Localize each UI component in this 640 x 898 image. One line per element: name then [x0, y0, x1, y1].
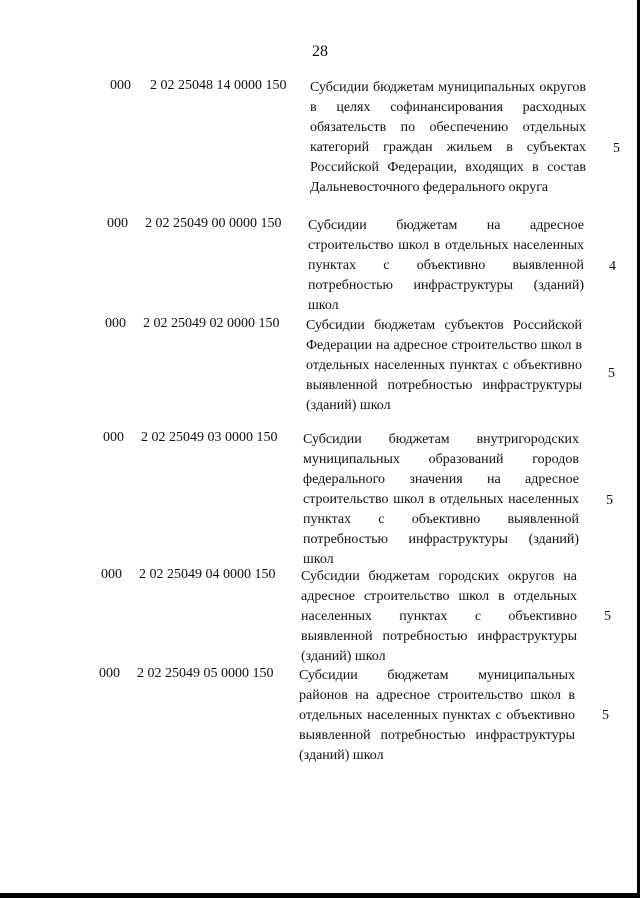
scan-border-bottom [0, 893, 640, 898]
income-name: Субсидии бюджетам городских округов на адресное строительство школ в отдельных населенных пунктах с объективно выявленной потребностью инфраструктуры (зданий) школ [301, 569, 577, 664]
classification-code: 2 02 25049 04 0000 150 [139, 567, 276, 582]
admin-code: 000 [110, 78, 131, 93]
admin-code: 000 [101, 567, 122, 582]
income-name: Субсидии бюджетам внутригородских муниципальных образований городов федерального значения на адресное строительство школ в отдельных населенных пунктах с объективно выявленной потребностью инфраструктуры (зданий) школ [303, 432, 579, 567]
classification-code: 2 02 25049 05 0000 150 [137, 666, 274, 681]
admin-code: 000 [99, 666, 120, 681]
classification-code: 2 02 25049 02 0000 150 [143, 316, 280, 331]
row-value: 5 [602, 708, 609, 723]
classification-code: 2 02 25048 14 0000 150 [150, 78, 287, 93]
page-number: 28 [312, 43, 328, 60]
row-value: 5 [606, 493, 613, 508]
row-value: 5 [613, 141, 620, 156]
row-value: 4 [609, 259, 616, 274]
admin-code: 000 [107, 216, 128, 231]
admin-code: 000 [105, 316, 126, 331]
row-value: 5 [604, 609, 611, 624]
classification-code: 2 02 25049 00 0000 150 [145, 216, 282, 231]
income-name: Субсидии бюджетам муниципальных районов на адресное строительство школ в отдельных населенных пунктах с объективно выявленной потребностью инфраструктуры (зданий) школ [299, 668, 575, 763]
classification-code: 2 02 25049 03 0000 150 [141, 430, 278, 445]
income-name: Субсидии бюджетам субъектов Российской Федерации на адресное строительство школ в отдельных населенных пунктах с объективно выявленной потребностью инфраструктуры (зданий) школ [306, 318, 582, 413]
income-name: Субсидии бюджетам муниципальных округов в целях софинансирования расходных обязательств по обеспечению отдельных категорий граждан жильем в субъектах Российской Федерации, входящих в состав Дальневосточного федерального округа [310, 80, 586, 195]
admin-code: 000 [103, 430, 124, 445]
income-name: Субсидии бюджетам на адресное строительство школ в отдельных населенных пунктах с объективно выявленной потребностью инфраструктуры (зданий) школ [308, 218, 584, 313]
row-value: 5 [608, 366, 615, 381]
